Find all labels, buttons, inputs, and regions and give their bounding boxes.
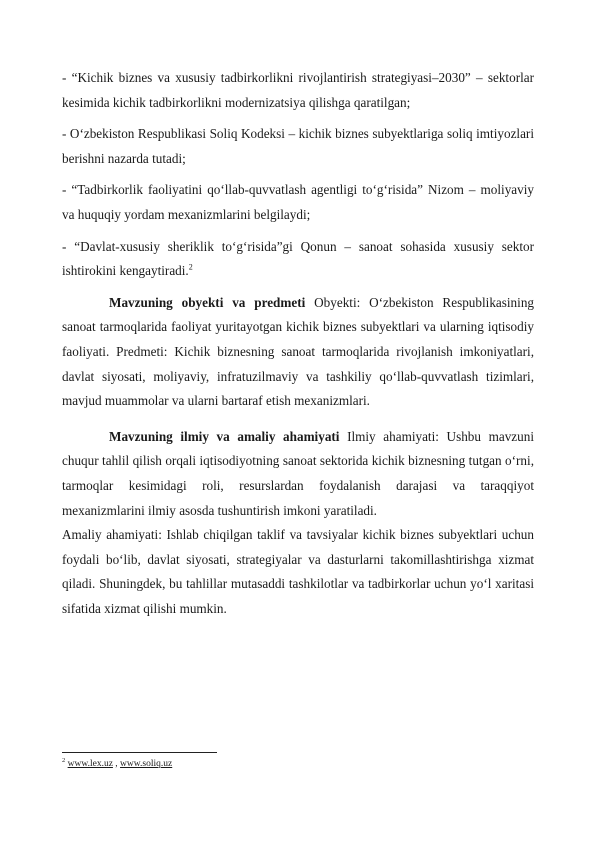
footnote-number: 2 xyxy=(62,756,66,764)
list-item-strategy: - “Kichik biznes va xususiy tadbirkorlikni rivojlantirish strategiyasi–2030” – sektorlar kesimida kichik tadbirkorlikni modernizatsiya qilishga qaratilgan; xyxy=(62,70,534,110)
footnote-link-soliq[interactable]: www.soliq.uz xyxy=(120,759,173,769)
object-subject-heading: Mavzuning obyekti va predmeti xyxy=(109,294,306,310)
footnote-divider xyxy=(62,752,217,753)
footnote-separator: , xyxy=(112,759,121,769)
footnote-ref: 2 xyxy=(188,262,193,272)
list-item-tax-code: - O‘zbekiston Respublikasi Soliq Kodeksi – kichik biznes subyektlariga soliq imtiyozlari berishni nazarda tutadi; xyxy=(62,126,534,166)
object-subject-text: Obyekti: O‘zbekiston Respublikasining sanoat tarmoqlarida faoliyat yuritayotgan kichik biznes subyektlari va ularning iqtisodiy faoliyati. Predmeti: Kichik biznesning sanoat tarmoqlarida rivojlanish imkoniyatlari, davlat siyosati, moliyaviy, infratuzilmaviy va tashkiliy qo‘llab-quvvatlash tizimlari, mavjud muammolar va ularni bartaraf etish mexanizmlari. xyxy=(62,294,535,409)
footnote xyxy=(62,758,172,771)
significance-heading: Mavzuning ilmiy va amaliy ahamiyati xyxy=(109,428,340,444)
list-item-ppp-law: - “Davlat-xususiy sheriklik to‘g‘risida”gi Qonun – sanoat sohasida xususiy sektor ishtirokini kengaytiradi.$^2$ xyxy=(62,238,534,279)
practical-significance-text: Amaliy ahamiyati: Ishlab chiqilgan taklif va tavsiyalar kichik biznes subyektlari uchun foydali bo‘lib, davlat siyosati, strategiyalar va dasturlarni takomillashtirishga xizmat qiladi. Shuningdek, bu tahlillar mutasaddi tashkilotlar va tadbirkorlar uchun yo‘l xaritasi sifatida xizmat qilishi mumkin. xyxy=(62,527,534,616)
object-subject-paragraph xyxy=(62,291,534,414)
footnote-link-lex[interactable]: www.lex.uz xyxy=(67,759,113,769)
scientific-significance-text: Ilmiy ahamiyati: Ushbu mavzuni chuqur tahlil qilish orqali iqtisodiyotning sanoat sektorida kichik biznesning tutgan o‘rni, tarmoqlar kesimidagi roli, resurslardan foydalanish darajasi va taraqqiyot mexanizmlarini ilmiy asosda tushuntirish imkoni yaratiladi. xyxy=(62,428,534,518)
page-content xyxy=(62,66,534,628)
scientific-significance-paragraph xyxy=(62,425,534,523)
list-item-agency-regulation: - “Tadbirkorlik faoliyatini qo‘llab-quvvatlash agentligi to‘g‘risida” Nizom – moliyaviy va huquqiy yordam mexanizmlarini belgilaydi; xyxy=(62,182,534,222)
practical-significance-paragraph xyxy=(62,523,534,621)
